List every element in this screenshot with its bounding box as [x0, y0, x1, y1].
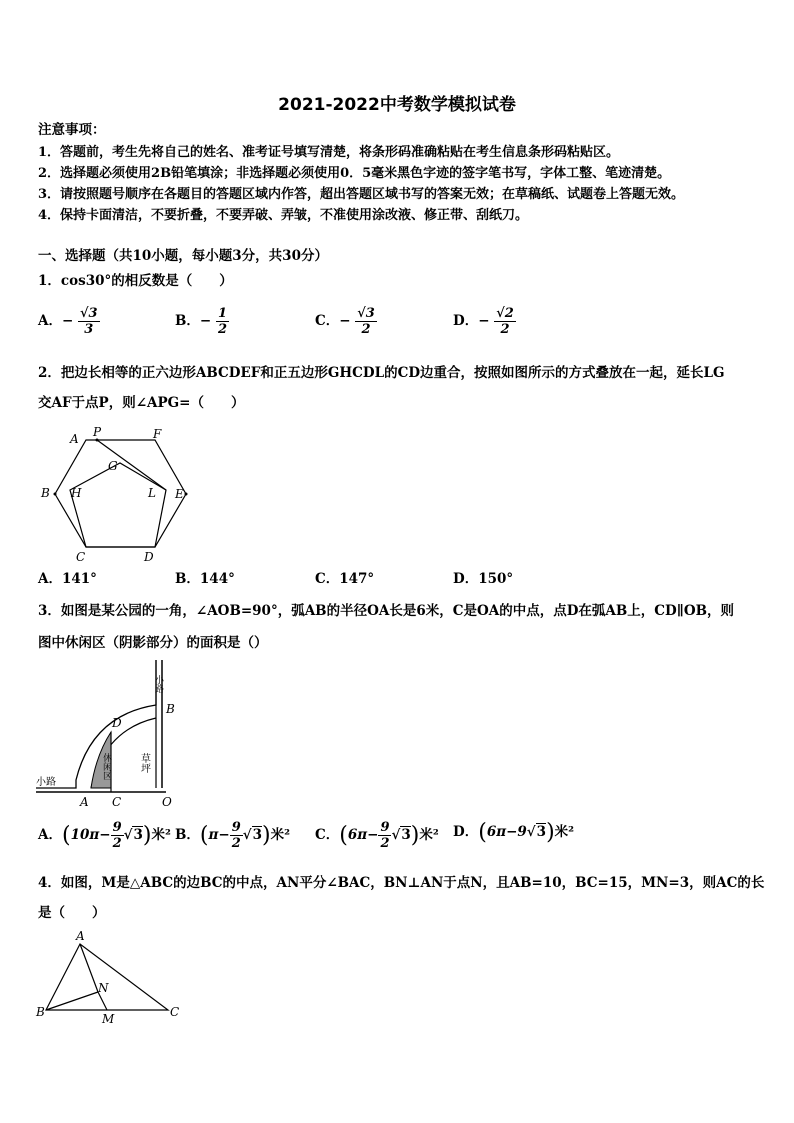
unit: 米² — [554, 824, 575, 840]
fraction — [378, 820, 391, 851]
q3-option-c — [315, 820, 439, 851]
q4-stem-line2: 是（ ） — [38, 905, 106, 921]
notice-item-3: 3．请按照题号顺序在各题目的答题区域内作答，超出答题区域书写的答案无效；在草稿纸、试题卷上答题无效。 — [38, 187, 685, 202]
q1-option-b — [175, 306, 229, 337]
numerator: 1 — [217, 306, 227, 321]
label-L: L — [148, 486, 156, 500]
radicand: 3 — [401, 827, 411, 843]
triangle-figure — [36, 930, 186, 1025]
exam-title: 2021-2022中考数学模拟试卷 — [278, 95, 516, 115]
sqrt-sign — [527, 824, 536, 840]
fraction — [355, 306, 377, 337]
label-P: P — [93, 425, 102, 439]
denominator: 2 — [500, 322, 510, 337]
q3-stem-line2: 图中休闲区（阴影部分）的面积是（） — [38, 635, 268, 651]
triangle-abc — [46, 944, 168, 1010]
denominator: 2 — [361, 322, 371, 337]
pentagon — [70, 463, 166, 547]
label-road-left: 小路 — [36, 777, 56, 788]
label-A: A — [80, 795, 89, 809]
label-D: D — [144, 550, 154, 564]
radicand: 3 — [252, 827, 263, 843]
option-label: A． — [38, 313, 62, 329]
label-A: A — [70, 432, 79, 446]
sqrt-sign — [243, 827, 252, 843]
label-C: C — [76, 550, 86, 564]
label-G: G — [108, 459, 118, 473]
left-paren: ( — [478, 820, 487, 845]
right-paren: ) — [142, 823, 152, 848]
right-paren: ) — [546, 820, 555, 845]
q2-stem-line1: 2．把边长相等的正六边形ABCDEF和正五边形GHCDL的CD边重合，按照如图所示的方式叠放在一起，延长LG — [38, 365, 725, 381]
option-label: C． — [315, 827, 340, 843]
right-paren: ) — [410, 823, 420, 848]
q1-option-c — [315, 306, 377, 337]
fraction — [230, 820, 243, 851]
q3-option-a — [38, 820, 171, 851]
label-B: B — [166, 702, 175, 716]
q2-stem-line2: 交AF于点P，则∠APG=（ ） — [38, 395, 245, 411]
denominator: 2 — [217, 322, 227, 337]
unit: 米² — [270, 827, 291, 843]
hexagon-pentagon-figure — [38, 425, 198, 565]
option-label: B． — [175, 313, 200, 329]
left-paren: ( — [199, 823, 209, 848]
q3-option-d — [453, 820, 574, 845]
q1-option-a — [38, 306, 100, 337]
q1-option-d — [453, 306, 516, 337]
numerator: √3 — [80, 306, 98, 321]
option-sign: − — [199, 313, 212, 329]
denominator: 2 — [112, 836, 122, 851]
label-rest-area: 休闲区 — [101, 753, 111, 780]
denominator: 2 — [380, 836, 390, 851]
option-label: D． — [453, 824, 479, 840]
right-paren: ) — [262, 823, 271, 848]
point-e — [185, 493, 188, 496]
q2-option-c: C．147° — [315, 571, 375, 587]
label-B: B — [41, 486, 50, 500]
q4-stem-line1: 4．如图，M是△ABC的边BC的中点，AN平分∠BAC，BN⊥AN于点N，且AB=10，BC=15，MN=3，则AC的长 — [38, 875, 765, 891]
label-C: C — [170, 1005, 180, 1019]
option-sign: − — [61, 313, 74, 329]
label-C: C — [112, 795, 122, 809]
denominator: 2 — [231, 836, 241, 851]
option-label: C． — [315, 313, 340, 329]
park-figure — [36, 660, 186, 810]
fraction — [111, 820, 124, 851]
label-M: M — [102, 1012, 115, 1026]
label-B: B — [36, 1005, 45, 1019]
label-D: D — [112, 716, 122, 730]
label-A: A — [76, 929, 85, 943]
numerator: 9 — [112, 820, 122, 835]
fraction — [494, 306, 516, 337]
unit: 米² — [419, 827, 439, 843]
q2-option-a: A．141° — [38, 571, 97, 587]
expression-prefix: 10π− — [70, 827, 111, 843]
numerator: 9 — [231, 820, 241, 835]
numerator: √3 — [357, 306, 375, 321]
unit: 米² — [151, 827, 171, 843]
fraction — [78, 306, 100, 337]
radicand: 3 — [536, 824, 547, 840]
q2-option-d: D．150° — [453, 571, 514, 587]
expression-prefix: 6π−9 — [486, 824, 527, 840]
option-label: D． — [453, 313, 479, 329]
denominator: 3 — [84, 322, 94, 337]
point-b — [54, 493, 57, 496]
label-H: H — [71, 486, 82, 500]
label-E: E — [175, 487, 184, 501]
numerator: √2 — [496, 306, 514, 321]
label-N: N — [98, 981, 109, 995]
expression-prefix: π− — [208, 827, 230, 843]
label-F: F — [153, 427, 162, 441]
q3-option-b — [175, 820, 290, 851]
label-grass: 草坪 — [138, 753, 150, 773]
option-label: B． — [175, 827, 200, 843]
section-heading: 一、选择题（共10小题，每小题3分，共30分） — [38, 248, 328, 264]
option-sign: − — [478, 313, 490, 329]
notice-item-2: 2．选择题必须使用2B铅笔填涂；非选择题必须使用0．5毫米黑色字迹的签字笔书写，字体工整、笔迹清楚。 — [38, 166, 671, 181]
expression-prefix: 6π− — [347, 827, 379, 843]
notice-heading: 注意事项： — [38, 122, 106, 138]
notice-item-1: 1．答题前，考生先将自己的姓名、准考证号填写清楚，将条形码准确粘贴在考生信息条形码粘贴区。 — [38, 145, 620, 160]
left-paren: ( — [339, 823, 348, 848]
label-road-top: 小路 — [153, 675, 163, 693]
fraction — [216, 306, 229, 337]
notice-item-4: 4．保持卡面清洁，不要折叠，不要弄破、弄皱，不准使用涂改液、修正带、刮纸刀。 — [38, 208, 529, 223]
label-O: O — [162, 795, 172, 809]
radicand: 3 — [133, 827, 143, 843]
left-paren: ( — [61, 823, 71, 848]
option-label: A． — [38, 827, 62, 843]
numerator: 9 — [380, 820, 390, 835]
q3-stem-line1: 3．如图是某公园的一角，∠AOB=90°，弧AB的半径OA长是6米，C是OA的中点，点D在弧AB上，CD∥OB，则 — [38, 603, 735, 619]
q2-option-b: B．144° — [175, 571, 235, 587]
option-sign: − — [339, 313, 351, 329]
q1-stem: 1．cos30°的相反数是（ ） — [38, 273, 233, 289]
